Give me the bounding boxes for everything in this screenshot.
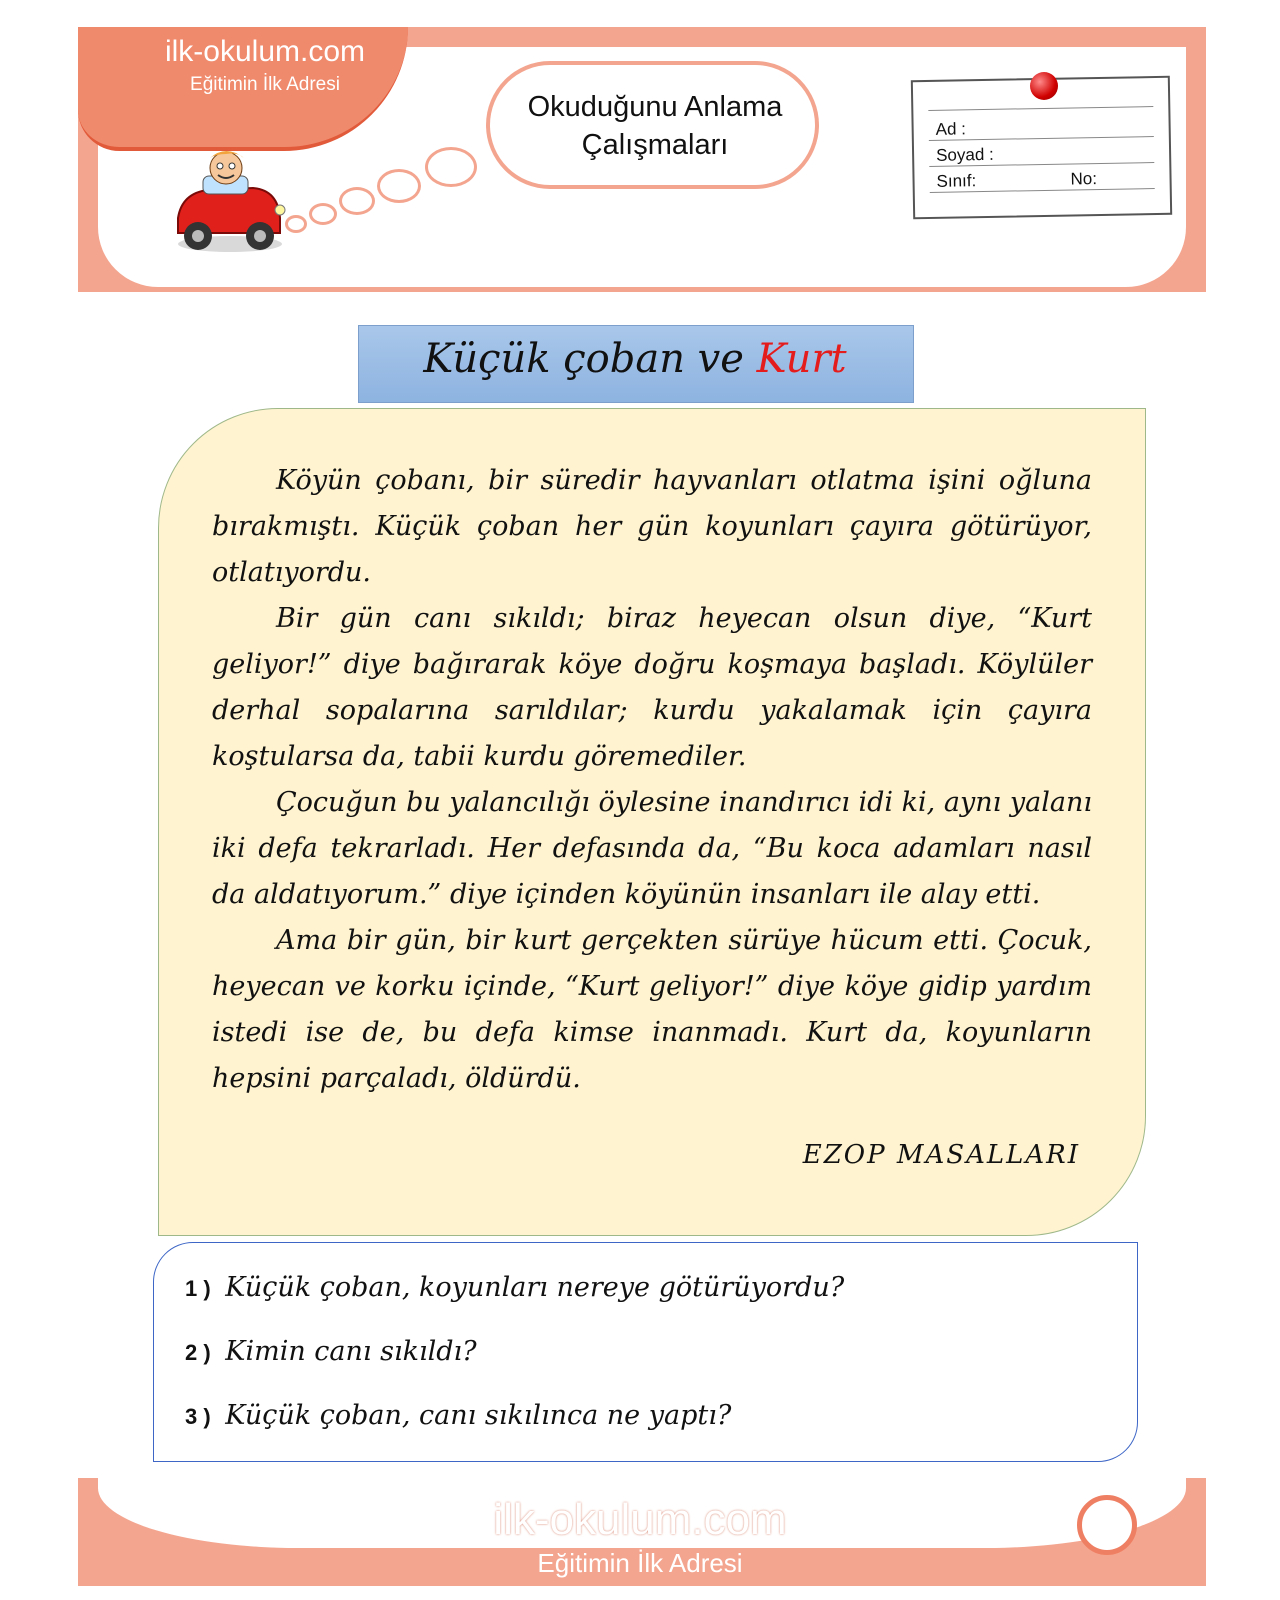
site-logo-text: ilk-okulum.com (164, 35, 366, 68)
story-paragraph: Köyün çobanı, bir süredir hayvanları otlatma işini oğluna bırakmıştı. Küçük çoban her gün koyunları çayıra götürüyor, otlatıyordu. (212, 465, 1092, 588)
story-text (212, 458, 1092, 1102)
thought-puff (428, 150, 474, 184)
story-title-word: ve (697, 336, 744, 382)
cartoon-car-illustration (168, 148, 298, 263)
question-1 (185, 1272, 1115, 1303)
question-number: 3 ) (185, 1404, 211, 1429)
footer-tagline: Eğitimin İlk Adresi (537, 1548, 743, 1578)
story-title (358, 336, 912, 382)
question-text: Kimin canı sıkıldı? (225, 1336, 477, 1367)
story-title-word: Kurt (756, 336, 847, 382)
story-source: EZOP MASALLARI (802, 1140, 1080, 1170)
worksheet-title-line2: Çalışmaları (581, 129, 729, 161)
site-tagline: Eğitimin İlk Adresi (190, 74, 340, 95)
number-label: No: (1070, 169, 1098, 189)
thought-puff (380, 172, 418, 200)
question-2 (185, 1336, 1115, 1367)
card-rule (928, 106, 1153, 111)
story-paragraph: Bir gün canı sıkıldı; biraz heyecan olsun diye, “Kurt geliyor!” diye bağırarak köye doğru koşmaya başladı. Köylüler derhal sopalarına sarıldılar; kurdu yakalamak için çayıra koştularsa da, tabii kurdu göremediler. (212, 603, 1092, 772)
story-title-word: Küçük (423, 336, 551, 382)
thought-puff (342, 190, 372, 212)
class-label: Sınıf: (936, 171, 977, 191)
thought-puff (288, 218, 304, 230)
question-text: Küçük çoban, koyunları nereye götürüyordu? (225, 1272, 845, 1303)
story-paragraph: Ama bir gün, bir kurt gerçekten sürüye hücum etti. Çocuk, heyecan ve korku içinde, “Kurt geliyor!” diye köye gidip yardım istedi ise de, bu defa kimse inanmadı. Kurt da, koyunların hepsini parçaladı, öldürdü. (212, 925, 1092, 1094)
red-pin-icon (1030, 72, 1058, 100)
question-3 (185, 1400, 1115, 1431)
surname-label: Soyad : (935, 144, 994, 165)
question-number: 1 ) (185, 1276, 211, 1301)
ring-icon (1077, 1495, 1137, 1555)
thought-puff (312, 206, 334, 222)
question-text: Küçük çoban, canı sıkılınca ne yaptı? (225, 1400, 732, 1431)
footer-site-name: ilk-okulum.com (493, 1495, 787, 1544)
name-label: Ad : (935, 119, 967, 139)
story-title-word: çoban (563, 336, 685, 382)
worksheet-title (500, 88, 810, 164)
question-number: 2 ) (185, 1340, 211, 1365)
story-paragraph: Çocuğun bu yalancılığı öylesine inandırıcı idi ki, aynı yalanı iki defa tekrarladı. Her defasında da, “Bu koca adamları nasıl da aldatıyorum.” diye içinden köyünün insanları ile alay etti. (212, 787, 1092, 910)
worksheet-title-line1: Okuduğunu Anlama (527, 91, 783, 123)
